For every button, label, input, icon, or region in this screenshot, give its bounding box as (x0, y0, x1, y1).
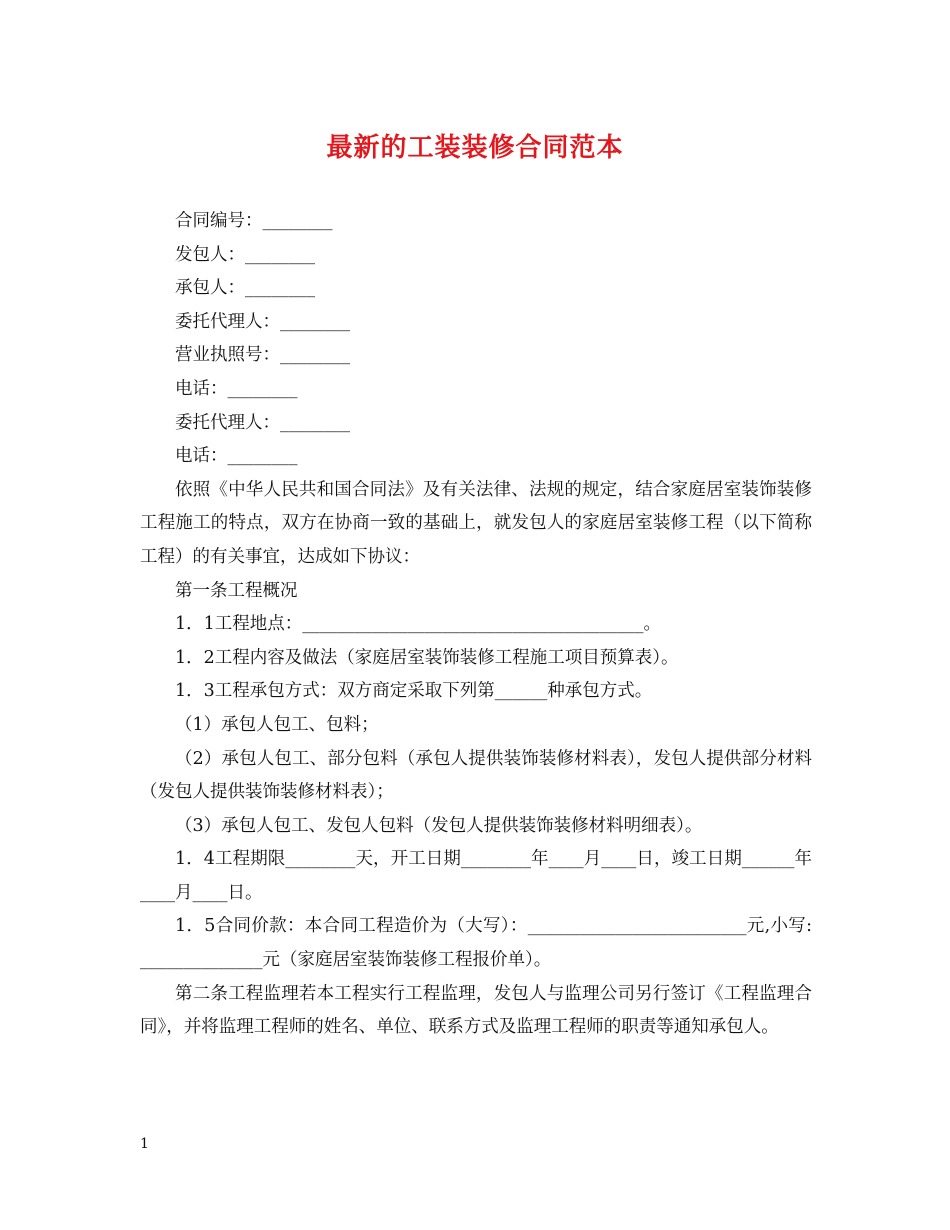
page-number: 1 (140, 1136, 149, 1152)
paragraph-option-1: （1）承包人包工、包料； (175, 714, 379, 735)
paragraph-article-1-heading: 第一条工程概况 (175, 580, 298, 601)
field-business-license: 营业执照号：________ (175, 345, 350, 366)
field-phone: 电话：________ (175, 378, 298, 399)
document-body (140, 205, 812, 1045)
document-title: 最新的工装装修合同范本 (326, 133, 624, 163)
field-contractor: 承包人：________ (175, 278, 315, 299)
paragraph-1-5: 1．5合同价款：本合同工程造价为（大写）：_________________________元,小写:______________元（家庭居室装饰装修工程报价单）。 (140, 916, 812, 971)
paragraph-1-4: 1．4工程期限________天，开工日期________年____月____日，竣工日期______年____月____日。 (140, 849, 812, 903)
paragraph-option-3: （3）承包人包工、发包人包料（发包人提供装饰装修材料明细表）。 (175, 815, 703, 836)
paragraph-article-2: 第二条工程监理若本工程实行工程监理，发包人与监理公司另行签订《工程监理合同》，并将监理工程师的姓名、单位、联系方式及监理工程师的职责等通知承包人。 (140, 983, 812, 1038)
paragraph-preamble: 依照《中华人民共和国合同法》及有关法律、法规的规定，结合家庭居室装饰装修工程施工的特点，双方在协商一致的基础上，就发包人的家庭居室装修工程（以下简称工程）的有关事宜，达成如下协议： (140, 479, 812, 567)
paragraph-1-3: 1．3工程承包方式：双方商定采取下列第______种承包方式。 (175, 681, 653, 702)
paragraph-1-2: 1．2工程内容及做法（家庭居室装饰装修工程施工项目预算表）。 (175, 647, 679, 668)
paragraph-1-1: 1．1工程地点：_______________________________________。 (175, 614, 662, 635)
field-employer: 发包人：________ (175, 244, 315, 265)
field-phone-2: 电话：________ (175, 446, 298, 467)
field-agent: 委托代理人：________ (175, 311, 350, 332)
field-agent-2: 委托代理人：________ (175, 412, 350, 433)
field-contract-number: 合同编号：________ (175, 211, 333, 231)
paragraph-option-2: （2）承包人包工、部分包料（承包人提供装饰装修材料表），发包人提供部分材料（发包人提供装饰装修材料表）； (140, 748, 812, 803)
